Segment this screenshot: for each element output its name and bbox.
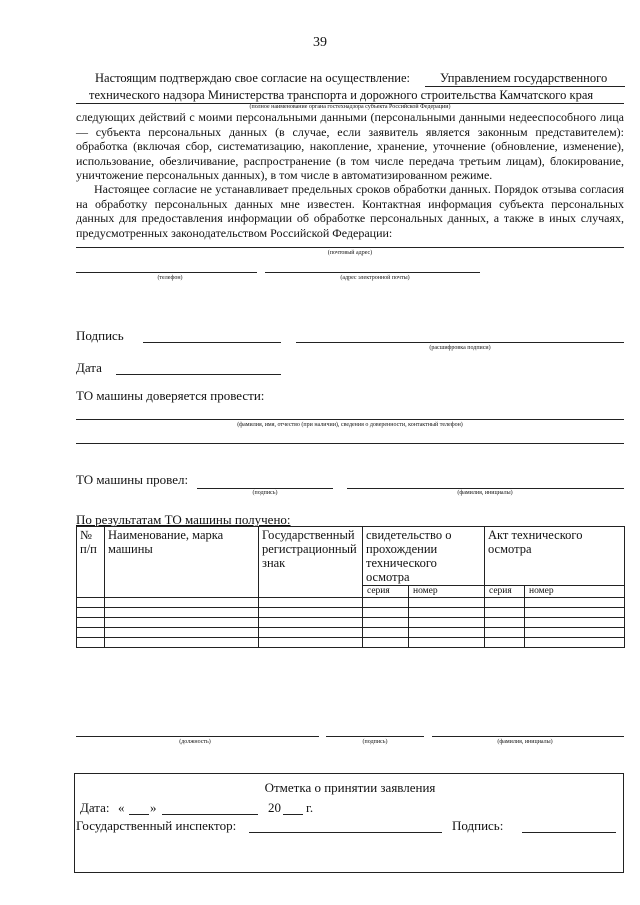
acceptance-year-line[interactable]: [283, 814, 303, 815]
results-table: [76, 526, 625, 648]
results-label: По результатам ТО машины получено:: [76, 512, 291, 527]
acceptance-year-prefix: 20: [268, 800, 281, 815]
consent-lead: Настоящим подтверждаю свое согласие на осуществление:: [95, 71, 410, 85]
col-reg-header: Государственный регистрационный знак: [259, 527, 363, 598]
position-signature-line[interactable]: [326, 736, 424, 737]
page-number: 39: [313, 35, 327, 50]
trusted-person-line-1[interactable]: [76, 419, 624, 420]
act-number-header: номер: [525, 586, 625, 598]
cert-number-header: номер: [409, 586, 485, 598]
table-row[interactable]: [77, 628, 625, 638]
table-row[interactable]: [77, 598, 625, 608]
trusted-person-caption: (фамилия, имя, отчество (при наличии), сведения о доверенности, контактный телефон): [237, 422, 463, 428]
authority-caption: (полное наименование органа гостехнадзора субъекта Российской Федерации): [249, 104, 451, 110]
signature-decode-line[interactable]: [296, 342, 624, 343]
position-line[interactable]: [76, 736, 319, 737]
acceptance-inspector-line[interactable]: [249, 832, 442, 833]
signature-line[interactable]: [143, 342, 281, 343]
table-row[interactable]: [77, 608, 625, 618]
email-caption: (адрес электронной почты): [340, 275, 410, 281]
date-line[interactable]: [116, 374, 281, 375]
acceptance-day-line[interactable]: [129, 814, 149, 815]
table-row[interactable]: [77, 638, 625, 648]
position-signature-caption: (подпись): [362, 739, 388, 745]
acceptance-quote-close: »: [150, 800, 157, 815]
to-trusted-label: ТО машины доверяется провести:: [76, 388, 265, 403]
signature-decode-caption: (расшифровка подписи): [429, 345, 491, 351]
acceptance-date-label: Дата:: [80, 800, 110, 815]
col-num-header: № п/п: [77, 527, 105, 598]
to-done-signature-caption: (подпись): [252, 490, 278, 496]
to-done-name-caption: (фамилия, инициалы): [457, 490, 513, 496]
cert-series-header: серия: [363, 586, 409, 598]
phone-line[interactable]: [76, 272, 257, 273]
date-label: Дата: [76, 360, 102, 375]
position-name-line[interactable]: [432, 736, 624, 737]
table-header-row: [77, 527, 625, 586]
postal-address-caption: (почтовый адрес): [327, 250, 373, 256]
acceptance-signature-label: Подпись:: [452, 818, 504, 833]
email-line[interactable]: [265, 272, 480, 273]
phone-caption: (телефон): [157, 275, 183, 281]
col-act-header: Акт технического осмотра: [485, 527, 625, 586]
col-cert-header: свидетельство о прохождении технического осмотра: [363, 527, 485, 586]
authority-underline-1: [425, 86, 625, 87]
authority-name-line1: Управлением государственного: [440, 71, 608, 85]
acceptance-quote-open: «: [118, 800, 125, 815]
trusted-person-line-2[interactable]: [76, 443, 624, 444]
to-done-label: ТО машины провел:: [76, 472, 189, 487]
acceptance-signature-line[interactable]: [522, 832, 616, 833]
acceptance-inspector-label: Государственный инспектор:: [76, 818, 237, 833]
position-name-caption: (фамилия, инициалы): [497, 739, 553, 745]
to-done-signature-line[interactable]: [197, 488, 333, 489]
acceptance-month-line[interactable]: [162, 814, 258, 815]
postal-address-line[interactable]: [76, 247, 624, 248]
consent-paragraph-1: следующих действий с моими персональными данными (персональными данными недееспособного лица — субъекта персональных данных (в случае, если заявитель является законным представителем): обработка (включая сбор, систематизацию, накопление, хранение, уточнение (обновление, изменение), использование, обезличивание, распространение (в том числе передача третьим лицам), блокирование, уничтожение персональных данных), в том числе в автоматизированном режиме.: [76, 110, 624, 183]
authority-name-line2: технического надзора Министерства транспорта и дорожного строительства Камчатского края: [89, 88, 594, 102]
acceptance-year-suffix: г.: [306, 800, 314, 815]
act-series-header: серия: [485, 586, 525, 598]
col-name-header: Наименование, марка машины: [105, 527, 259, 598]
acceptance-title: Отметка о принятии заявления: [264, 780, 436, 795]
position-caption: (должность): [179, 739, 211, 745]
to-done-name-line[interactable]: [347, 488, 624, 489]
signature-label: Подпись: [76, 328, 124, 343]
consent-paragraph-2: Настоящее согласие не устанавливает предельных сроков обработки данных. Порядок отзыва согласия на обработку персональных данных мне известен. Контактная информация субъекта персональных данных для предоставления информации об обработке персональных данных, а также в иных случаях, предусмотренных законодательством Российской Федерации:: [76, 182, 624, 240]
table-row[interactable]: [77, 618, 625, 628]
